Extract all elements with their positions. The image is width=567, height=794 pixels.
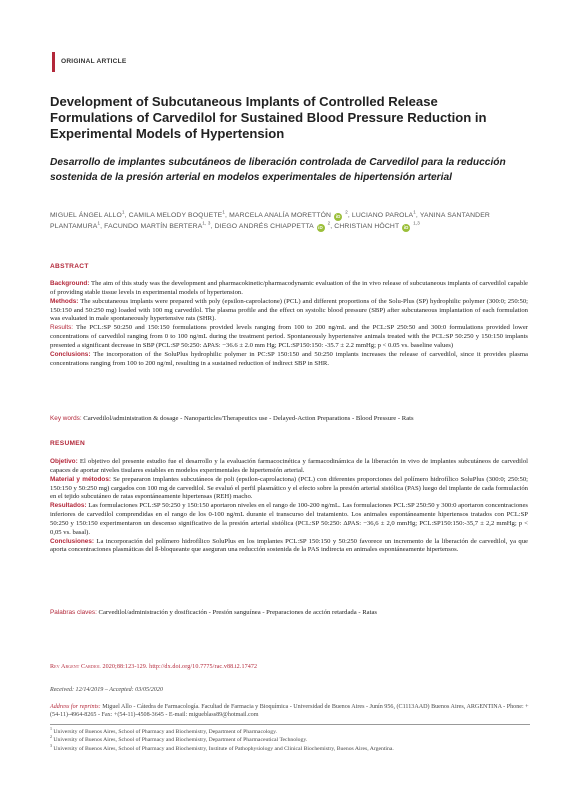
- author-name: MIGUEL ÁNGEL ALLO: [50, 212, 122, 219]
- abstract-methods: [50, 298, 528, 325]
- keywords-text: Carvedilol/administration & dosage - Nanoparticles/Therapeutics use - Delayed-Action Preparations - Blood Pressure - Rats: [81, 415, 414, 422]
- keywords: [50, 415, 528, 424]
- section-tag: ORIGINAL ARTICLE: [52, 52, 126, 72]
- author-name: , YANINA SANTANDER PLANTAMURA: [50, 212, 490, 230]
- footnote-item: $^3$ University of Buenos Aires, School of Pharmacy and Biochemistry, Institute of Pathophysiology and Clinical Biochemistry, Buenos Aires, Argentina.: [50, 742, 394, 752]
- footnote-divider: [50, 724, 530, 725]
- author-affiliation: 1: [121, 209, 125, 215]
- palabras-label: Palabras claves:: [50, 609, 97, 616]
- abstract-text: The incorporation of the SoluPlus hydrophilic polymer in PC:SP 150:150 and 50:250 implants increases the release of carvedilol, since it provides plasma concentrations ranging from 100 to 200 ng/ml, resulting in a sustained reduction of indirect SBP in SHR.: [50, 350, 528, 367]
- author-name: , CAMILA MELODY BOQUETE: [124, 212, 223, 219]
- author-affiliation: 1: [222, 209, 225, 215]
- resumen-conclusiones: [50, 538, 528, 556]
- orcid-icon[interactable]: iD: [335, 214, 341, 219]
- author-name: , MARCELA ANALÍA MORETTÓN: [225, 212, 332, 219]
- author-affiliation: 1,3: [413, 220, 420, 226]
- resumen-text: Las formulaciones PCL:SP 50:250 y 150:150 aportaron niveles en el rango de 100-200 ng/mL. Las formulaciones PCL:SP 250:50 y 300:0 aportaron concentraciones inferiores de carvedilol comprendidas en el rango de los 0-100 ng/mL durante el transcurso del tratamiento. Los animales espontáneamente hipertensos tratados con PCL:SP 50:250 y 150:150 experimentaron un descenso significativo de la presión arterial sistólica (PCL:SP 50:250: ΔPAS: −36,6 ± 2,0 mmHg; PCL:SP150:150:-35,7 ± 2,2 mmHg; p < 0,05 vs. basal).: [50, 502, 528, 536]
- keywords-label: Key words:: [50, 415, 82, 422]
- reprints-text: Miguel Allo - Cátedra de Farmacología. Facultad de Farmacia y Bioquímica - Universidad de Buenos Aires - Junín 956, (C1113AAD) Buenos Aires, ARGENTINA - Phone: +(54-11)-4964-8265 - Fax: +(54-11)-4508-3645 - E-mail: migueblass89@hotmail.com: [50, 704, 529, 718]
- resumen-label: Material y métodos:: [50, 475, 112, 483]
- resumen-text: La incorporación del polímero hidrofílico SoluPlus en los implantes PCL:SP 150:150 y 50:250 favorece un incremento de la liberación de carvedilol, ya que aporta concentraciones plasmáticas del ß-bloqueante que aseguran una reducción sostenida de la PAS indirecta en animales espontáneamente hipertensos.: [50, 537, 528, 554]
- abstract-body: [50, 280, 528, 368]
- affiliation-footnotes: [50, 728, 530, 753]
- abstract-text: The PCL:SP 50:250 and 150:150 formulations provided levels ranging from 100 to 200 ng/mL and the PCL:SP 250:50 and 300:0 formulations provided lower concentrations of carvedilol ranging from 0 to 100 ng/mL during the treatment period. Spontaneously hypertensive animals treated with the PCL:SP 50:250 y 150:150 implants presented a significant decrease in SBP (PCL:SP 50:250: ΔPAS: −36.6 ± 2.0 mm Hg; PCL:SP150:150: -35.7 ± 2.2 mmHg; p < 0.05 vs. baseline values): [50, 324, 528, 349]
- abstract-heading: ABSTRACT: [50, 263, 89, 270]
- author-list: [50, 210, 532, 232]
- palabras-claves: [50, 609, 528, 618]
- abstract-label: Methods:: [50, 297, 79, 305]
- received-accepted-dates: Received: 12/14/2019 – Accepted: 03/05/2020: [50, 687, 163, 693]
- abstract-label: Results:: [50, 324, 74, 332]
- journal-name: Rev Argent Cardiol: [50, 664, 101, 670]
- resumen-metodos: [50, 476, 528, 503]
- resumen-resultados: [50, 502, 528, 537]
- author-name: , FACUNDO MARTÍN BERTERA: [100, 223, 203, 230]
- footnote-item: $^1$ University of Buenos Aires, School of Pharmacy and Biochemistry, Department of Pharmacology.: [50, 726, 277, 735]
- abstract-label: Background:: [50, 280, 90, 287]
- resumen-text: El objetivo del presente estudio fue el desarrollo y la evaluación farmacocinética y farmacodinámica de la liberación in vivo de implantes subcutáneos de carvedilol capaces de aportar niveles tisulares estables en modelos experimentales de hipertensión arterial.: [50, 458, 528, 474]
- author-affiliation: 1: [97, 220, 101, 226]
- palabras-text: Carvedilol/administración y dosificación - Presión sanguínea - Preparaciones de acción retardada - Ratas: [96, 609, 377, 616]
- author-affiliation: 1, 3: [202, 220, 211, 226]
- reprints-label: Address for reprints:: [50, 704, 101, 710]
- resumen-objetivo: [50, 458, 528, 476]
- author-affiliation: 2: [327, 220, 331, 226]
- footnote-item: $^2$ University of Buenos Aires, School of Pharmacy and Biochemistry, Department of Pharmaceutical Technology.: [50, 734, 308, 744]
- resumen-text: Se prepararon implantes subcutáneos de poli (epsilon-caprolactona) (PCL) con diferentes proporciones del polímero hidrofílico SoluPlus (300:0; 250:50; 150:150 y 50:250 mg) cargados con 100 mg de carvedilol. Se evaluó el perfil plasmático y el efecto sobre la presión arterial sistólica (PAS) luego del implante de cada formulación en el tejido subcutáneo de ratas espontáneamente hipertensas (REH) macho.: [50, 475, 528, 501]
- author-name: , LUCIANO PAROLA: [347, 212, 414, 219]
- author-affiliation: 2: [345, 209, 348, 215]
- reprints-address: [50, 703, 530, 719]
- orcid-icon[interactable]: iD: [318, 225, 323, 230]
- journal-citation[interactable]: [50, 664, 257, 670]
- article-subtitle: Desarrollo de implantes subcutáneos de liberación controlada de Carvedilol para la reducción sostenida de la presión arterial en modelos experimentales de hipertensión arterial: [50, 157, 506, 183]
- doi-link[interactable]: 2020;88:123-129. http://dx.doi.org/10.7775/rac.v88.i2.17472: [100, 664, 258, 670]
- author-affiliation: 1: [413, 209, 416, 215]
- abstract-label: Conclusions:: [50, 350, 91, 358]
- author-name: , DIEGO ANDRÉS CHIAPPETTA: [210, 223, 314, 230]
- author-name: , CHRISTIAN HÖCHT: [330, 223, 400, 230]
- abstract-background: [50, 280, 528, 298]
- resumen-body: [50, 458, 528, 555]
- orcid-icon[interactable]: iD: [403, 225, 409, 230]
- abstract-text: The subcutaneous implants were prepared with poly (epsilon-caprolactone) (PCL) and different proportions of the Solu-Plus (SP) hydrophilic polymer (300:0; 250:50; 150:150 and 50:250 mg) loaded with 100 mg carvedilol. The plasma profile and the effect on systolic blood pressure (SBP) after subcutaneous implantation of each formulation was evaluated in male spontaneously hypertensive rats (SHR).: [50, 297, 528, 323]
- resumen-heading: RESUMEN: [50, 440, 86, 447]
- abstract-conclusions: [50, 351, 528, 369]
- resumen-label: Objetivo:: [50, 458, 78, 465]
- article-title: Development of Subcutaneous Implants of Controlled Release Formulations of Carvedilol for Sustained Blood Pressure Reduction in Experimental Models of Hypertension: [50, 94, 487, 142]
- abstract-results: [50, 324, 528, 351]
- resumen-label: Conclusiones:: [50, 537, 95, 545]
- resumen-label: Resultados:: [50, 502, 87, 510]
- abstract-text: The aim of this study was the development and pharmacokinetic/pharmacodynamic evaluation of the in vivo release of subcutaneous implants of carvedilol capable of providing stable tissue levels in experimental models of hypertension.: [50, 280, 528, 296]
